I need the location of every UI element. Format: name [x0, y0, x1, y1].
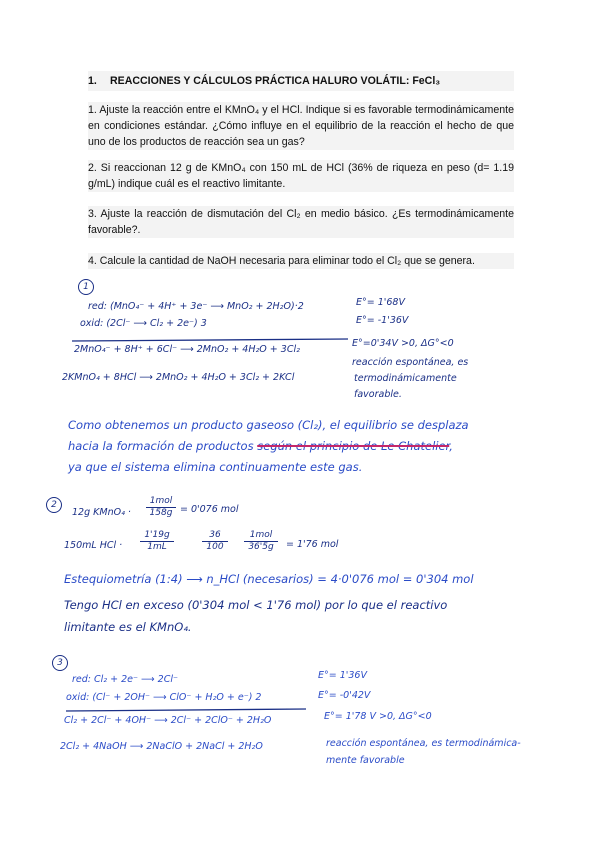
- answer-1-gas-struck-text: según el principio de Le Chatelier: [257, 439, 450, 453]
- answer-1-conclusion-2: termodinámicamente: [354, 373, 457, 384]
- question-4: 4. Calcule la cantidad de NaOH necesaria para eliminar todo el Cl₂ que se genera.: [88, 255, 475, 267]
- answer-2-hcl-prefix: 150mL HCl ·: [64, 540, 123, 551]
- answer-2-hcl-f3-den: 36'5g: [244, 541, 278, 553]
- answer-1-gas-line-2: [68, 439, 453, 453]
- answer-1-conclusion-1: reacción espontánea, es: [352, 357, 469, 368]
- answer-2-marker: 2: [46, 497, 62, 513]
- answer-2-hcl-fraction-2: [202, 530, 228, 553]
- answer-3-e-oxidation: E°= -0'42V: [318, 690, 371, 701]
- answer-1-gas-line-3: ya que el sistema elimina continuamente este gas.: [68, 460, 363, 474]
- answer-3-marker: 3: [52, 655, 68, 671]
- answer-2-stoichiometry: Estequiometría (1:4) ⟶ n_HCl (necesarios) = 4·0'076 mol = 0'304 mol: [64, 572, 474, 586]
- answer-2-kmno4-den: 158g: [146, 507, 176, 519]
- title-number: 1.: [88, 75, 97, 87]
- answer-2-conclusion-1: Tengo HCl en exceso (0'304 mol < 1'76 mol) por lo que el reactivo: [64, 598, 448, 612]
- answer-3-conclusion-2: mente favorable: [326, 755, 405, 766]
- answer-1-ionic-sum: 2MnO₄⁻ + 8H⁺ + 6Cl⁻ ⟶ 2MnO₂ + 4H₂O + 3Cl₂: [74, 344, 300, 355]
- answer-1-gas-line-2a: hacia la formación de productos: [68, 439, 258, 453]
- answer-2-hcl-f1-num: 1'19g: [144, 530, 170, 540]
- answer-3-ionic-sum: Cl₂ + 2Cl⁻ + 4OH⁻ ⟶ 2Cl⁻ + 2ClO⁻ + 2H₂O: [64, 715, 272, 726]
- answer-2-hcl-fraction-3: [244, 530, 278, 553]
- answer-2-hcl-f3-num: 1mol: [249, 530, 273, 540]
- answer-1-oxidation: oxid: (2Cl⁻ ⟶ Cl₂ + 2e⁻) 3: [80, 318, 207, 329]
- answer-2-hcl-result: = 1'76 mol: [286, 539, 339, 550]
- answer-1-gas-line-1: Como obtenemos un producto gaseoso (Cl₂), el equilibrio se desplaza: [68, 418, 469, 432]
- answer-3-e-total: E°= 1'78 V >0, ΔG°<0: [324, 711, 432, 722]
- answer-2-hcl-f2-den: 100: [202, 541, 228, 553]
- answer-1-reduction: red: (MnO₄⁻ + 4H⁺ + 3e⁻ ⟶ MnO₂ + 2H₂O)·2: [88, 301, 304, 312]
- answer-3-reduction: red: Cl₂ + 2e⁻ ⟶ 2Cl⁻: [72, 674, 178, 685]
- answer-3-molecular: 2Cl₂ + 4NaOH ⟶ 2NaClO + 2NaCl + 2H₂O: [60, 741, 263, 752]
- answer-3-oxidation: oxid: (Cl⁻ + 2OH⁻ ⟶ ClO⁻ + H₂O + e⁻) 2: [66, 692, 262, 703]
- answer-2-conclusion-2: limitante es el KMnO₄.: [64, 620, 192, 634]
- answer-2-kmno4-num: 1mol: [149, 496, 173, 506]
- answer-1-marker: 1: [78, 279, 94, 295]
- answer-3-e-reduction: E°= 1'36V: [318, 670, 367, 681]
- answer-2-kmno4-fraction: [146, 496, 176, 519]
- answer-1-e-reduction: E°= 1'68V: [356, 297, 405, 308]
- answer-1-gas-line-2b: ,: [449, 439, 453, 453]
- answer-2-kmno4-result: = 0'076 mol: [180, 504, 239, 515]
- answer-2-kmno4-prefix: 12g KMnO₄ ·: [72, 507, 131, 518]
- title-text: REACCIONES Y CÁLCULOS PRÁCTICA HALURO VOLÁTIL: FeCl₃: [110, 75, 441, 87]
- answer-2-hcl-f2-num: 36: [209, 530, 221, 540]
- answer-2-hcl-f1-den: 1mL: [140, 541, 174, 553]
- answer-1-conclusion-3: favorable.: [354, 389, 402, 400]
- answer-1-e-oxidation: E°= -1'36V: [356, 315, 409, 326]
- answer-2-hcl-fraction-1: [140, 530, 174, 553]
- question-3: 3. Ajuste la reacción de dismutación del Cl₂ en medio básico. ¿Es termodinámicamente favorable?.: [88, 208, 514, 236]
- answer-3-conclusion-1: reacción espontánea, es termodinámica-: [326, 738, 521, 749]
- answer-1-e-total: E°=0'34V >0, ΔG°<0: [352, 338, 454, 349]
- question-2: 2. Si reaccionan 12 g de KMnO₄ con 150 mL de HCl (36% de riqueza en peso (d= 1.19 g/mL) indique cuál es el reactivo limitante.: [88, 162, 514, 190]
- question-1: 1. Ajuste la reacción entre el KMnO₄ y el HCl. Indique si es favorable termodinámicamente en condiciones estándar. ¿Cómo influye en el equilibrio de la reacción el hecho de que uno de los productos de reacción sea un gas?: [88, 104, 514, 148]
- answer-1-molecular: 2KMnO₄ + 8HCl ⟶ 2MnO₂ + 4H₂O + 3Cl₂ + 2KCl: [62, 372, 295, 383]
